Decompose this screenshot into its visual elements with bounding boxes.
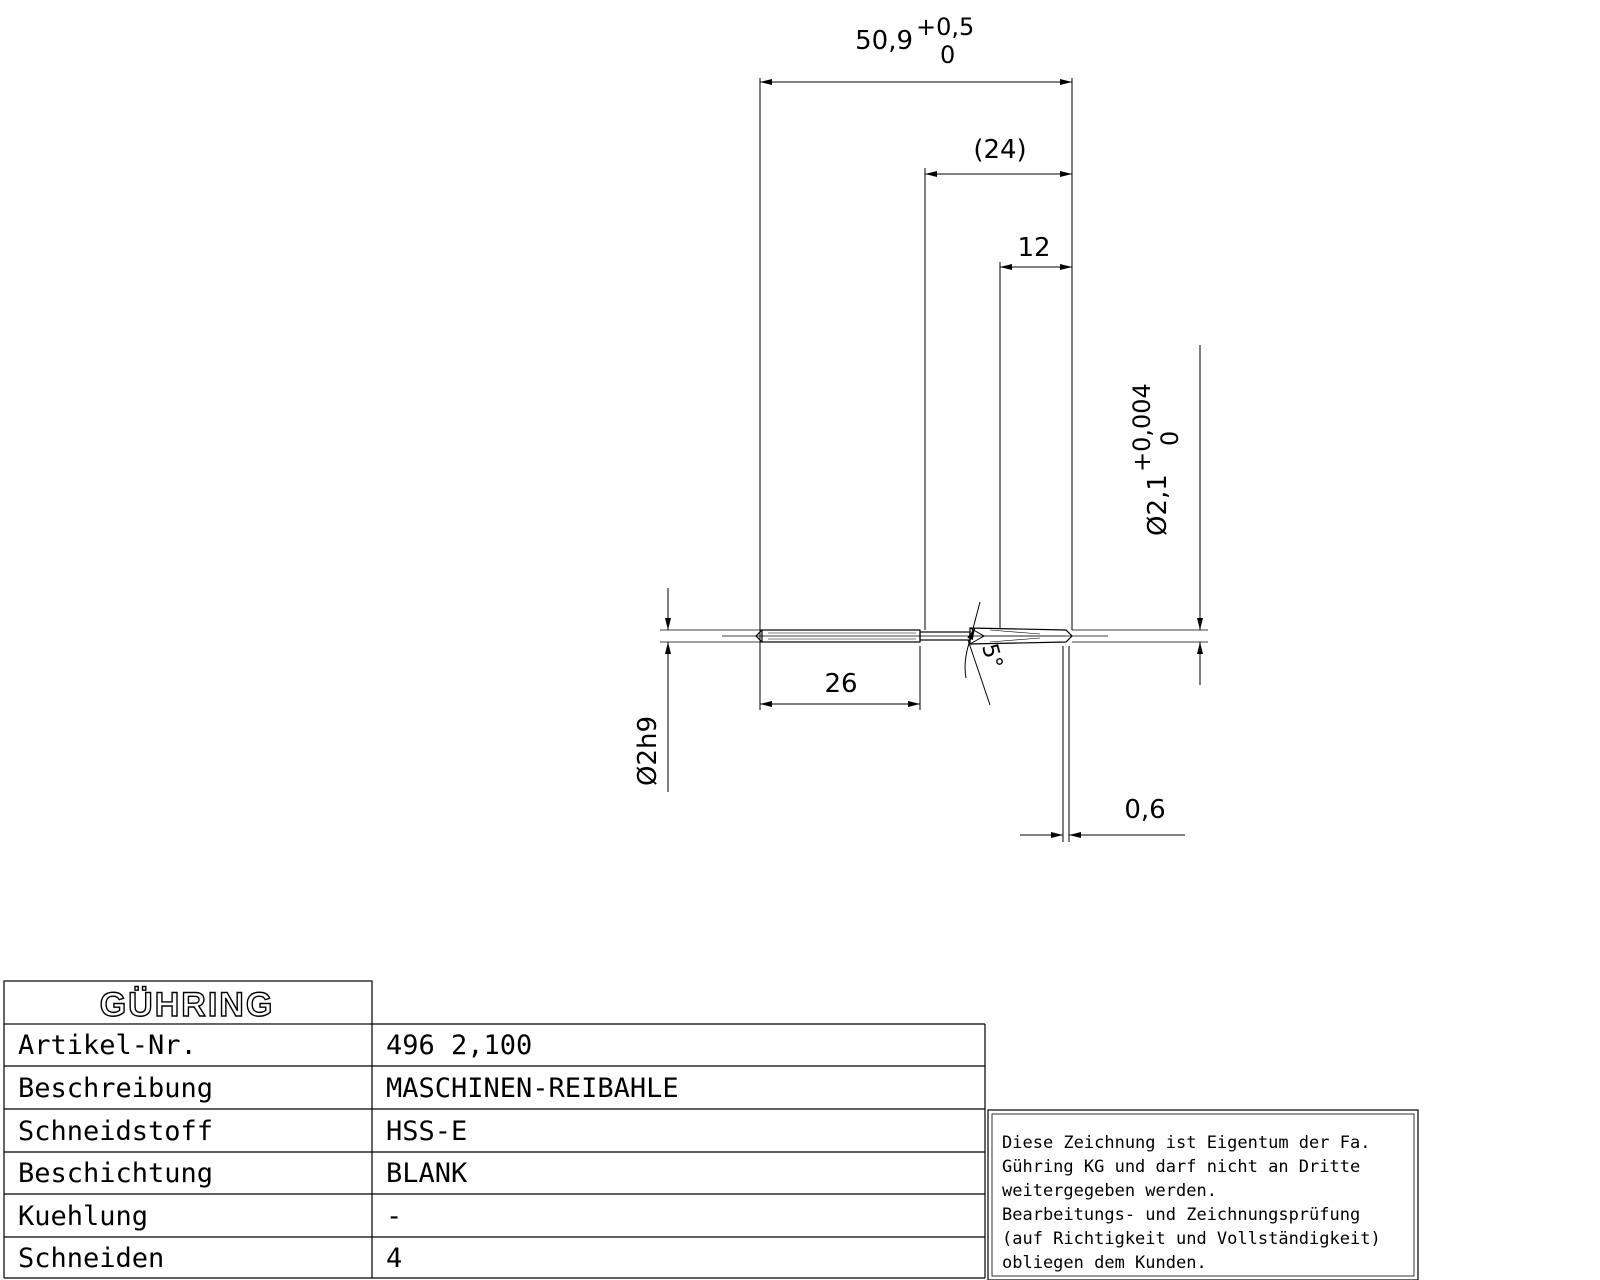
- gühring-logo: GÜHRING: [99, 986, 275, 1024]
- overall-length-tol-lower: 0: [940, 41, 956, 69]
- value-artikel-nr: 496 2,100: [386, 1030, 533, 1061]
- shank-length-value: 26: [824, 669, 858, 699]
- reamer-diameter-tol-upper: +0,004: [1128, 383, 1156, 472]
- label-artikel-nr: Artikel-Nr.: [18, 1030, 197, 1061]
- value-schneiden: 4: [386, 1243, 403, 1274]
- chamfer-length-value: 0,6: [1124, 795, 1166, 825]
- reamer-diameter-tol-lower: 0: [1156, 430, 1184, 446]
- chamfer-angle-value: 5°: [976, 641, 1007, 672]
- overall-length-value: 50,9: [855, 26, 913, 56]
- value-beschreibung: MASCHINEN-REIBAHLE: [386, 1073, 679, 1104]
- reamer-geometry: [722, 628, 1108, 644]
- notice-line-1: Diese Zeichnung ist Eigentum der Fa.: [1002, 1133, 1371, 1153]
- cutting-length-value: 12: [1017, 233, 1051, 263]
- notice-line-3: weitergegeben werden.: [1002, 1181, 1217, 1201]
- notice-line-2: Gühring KG und darf nicht an Dritte: [1002, 1157, 1361, 1177]
- flute-length-value: (24): [973, 135, 1027, 165]
- value-schneidstoff: HSS-E: [386, 1116, 468, 1147]
- label-kuehlung: Kuehlung: [18, 1201, 149, 1232]
- overall-length-tol-upper: +0,5: [916, 13, 975, 41]
- notice-line-5: (auf Richtigkeit und Vollständigkeit): [1002, 1229, 1381, 1249]
- title-block: [4, 981, 985, 1278]
- reamer-diameter-value: Ø2,1: [1143, 474, 1173, 536]
- label-schneidstoff: Schneidstoff: [18, 1116, 214, 1147]
- value-beschichtung: BLANK: [386, 1158, 468, 1189]
- dimension-lines: [660, 78, 1208, 842]
- value-kuehlung: -: [386, 1201, 403, 1232]
- label-beschichtung: Beschichtung: [18, 1158, 214, 1189]
- label-beschreibung: Beschreibung: [18, 1073, 214, 1104]
- notice-box: [988, 1110, 1418, 1280]
- shank-diameter-value: Ø2h9: [633, 715, 663, 786]
- notice-line-6: obliegen dem Kunden.: [1002, 1253, 1207, 1273]
- notice-line-4: Bearbeitungs- und Zeichnungsprüfung: [1002, 1205, 1361, 1225]
- label-schneiden: Schneiden: [18, 1243, 165, 1274]
- dimension-texts: [633, 13, 1184, 825]
